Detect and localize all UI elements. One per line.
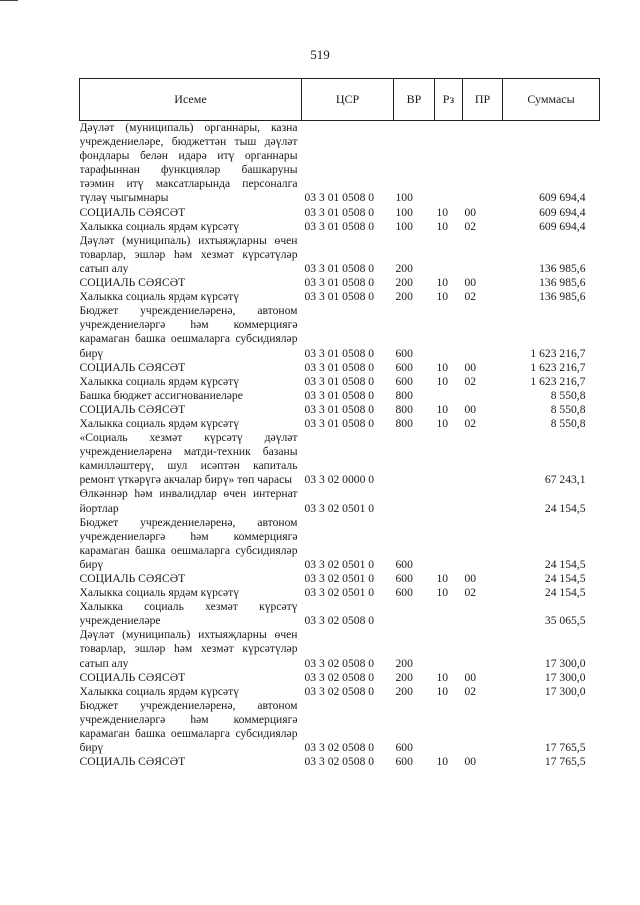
- table-row: [80, 572, 600, 586]
- cell-pr: [463, 516, 503, 572]
- cell-name: Халыкка социаль ярдәм күрсәтү: [79, 416, 240, 430]
- cell-sum: 17 300,0: [544, 684, 586, 698]
- table-row: [80, 403, 600, 417]
- cell-rz: [435, 600, 463, 628]
- table-row: [80, 671, 600, 685]
- cell-pr: [463, 628, 503, 670]
- cell-csr: 03 3 02 0508 0: [304, 670, 375, 684]
- cell-pr: 00: [464, 276, 477, 290]
- cell-sum: 35 065,5: [544, 614, 586, 628]
- cell-csr: 03 3 02 0000 0: [304, 473, 375, 487]
- cell-vr: 600: [395, 755, 413, 769]
- cell-vr: 100: [395, 205, 413, 219]
- cell-vr: 600: [395, 572, 413, 585]
- table-row: [80, 121, 600, 206]
- table-row: [80, 516, 600, 572]
- header-pr: ПР: [463, 79, 503, 121]
- cell-csr: 03 3 02 0501 0: [304, 557, 375, 571]
- cell-rz: 10: [436, 374, 449, 388]
- cell-sum: 136 985,6: [539, 276, 586, 290]
- table-row: [80, 220, 600, 234]
- cell-sum: 609 694,4: [539, 205, 586, 219]
- cell-csr: 03 3 01 0508 0: [304, 360, 375, 374]
- cell-sum: 17 765,5: [544, 741, 586, 755]
- cell-vr: 200: [395, 290, 413, 304]
- cell-rz: 10: [436, 290, 449, 304]
- page-number: 519: [310, 47, 330, 62]
- cell-vr: 100: [395, 191, 413, 205]
- cell-sum: 609 694,4: [539, 219, 586, 233]
- cell-rz: 10: [436, 416, 449, 430]
- cell-rz: 10: [436, 572, 449, 585]
- cell-sum: 17 765,5: [544, 755, 586, 769]
- cell-vr: 200: [395, 261, 413, 275]
- cell-vr: 200: [395, 670, 413, 684]
- cell-pr: 02: [464, 684, 477, 698]
- cell-vr: 600: [395, 374, 413, 388]
- cell-sum: 67 243,1: [544, 473, 586, 487]
- cell-sum: 24 154,5: [544, 586, 586, 600]
- table-row: [80, 206, 600, 220]
- cell-vr: 800: [395, 388, 413, 402]
- table-row: [80, 276, 600, 290]
- cell-rz: [435, 389, 463, 403]
- cell-pr: [463, 699, 503, 755]
- cell-vr: 600: [395, 346, 413, 360]
- cell-sum: 8 550,8: [550, 388, 586, 402]
- cell-name: Халыкка социаль ярдәм күрсәтү: [79, 684, 240, 698]
- table-row: [80, 628, 600, 670]
- cell-rz: 10: [436, 219, 449, 233]
- cell-vr: [394, 487, 435, 515]
- cell-name: Халыкка социаль ярдәм күрсәтү: [79, 290, 240, 304]
- cell-name: Өлкәннәр һәм инвалидлар өчен интернат йортлар: [79, 487, 298, 515]
- cell-vr: 600: [395, 557, 413, 571]
- header-csr: ЦСР: [302, 79, 394, 121]
- cell-pr: 02: [464, 416, 477, 430]
- cell-name: СОЦИАЛЬ СӘЯСӘТ: [79, 670, 186, 684]
- cell-pr: [463, 487, 503, 515]
- cell-name: Халыкка социаль ярдәм күрсәтү: [79, 586, 240, 600]
- cell-vr: 200: [395, 656, 413, 670]
- cell-rz: [435, 431, 463, 487]
- cell-name: Бюджет учреждениеләренә, автоном учреждениеләргә һәм коммерциягә карамаган башка оешмаларга субсидияләр бирү: [79, 304, 298, 360]
- cell-name: Халыкка социаль хезмәт күрсәтү учреждениеләре: [79, 600, 298, 628]
- cell-vr: 800: [395, 402, 413, 416]
- cell-name: Башка бюджет ассигнованиеләре: [79, 388, 243, 402]
- cell-pr: 00: [464, 670, 477, 684]
- cell-sum: 1 623 216,7: [530, 360, 586, 374]
- budget-table: [79, 78, 600, 769]
- cell-sum: 8 550,8: [550, 416, 586, 430]
- cell-rz: 10: [436, 586, 449, 600]
- table-header: [80, 79, 600, 121]
- scan-edge-mark: [0, 0, 18, 7]
- cell-csr: 03 3 02 0508 0: [304, 741, 375, 755]
- cell-pr: 00: [464, 360, 477, 374]
- cell-pr: 00: [464, 572, 477, 585]
- table-row: [80, 600, 600, 628]
- cell-csr: 03 3 01 0508 0: [304, 346, 375, 360]
- cell-csr: 03 3 02 0508 0: [304, 614, 375, 628]
- cell-pr: 00: [464, 402, 477, 416]
- cell-rz: 10: [436, 205, 449, 219]
- cell-rz: [435, 304, 463, 360]
- cell-vr: 600: [395, 586, 413, 600]
- cell-vr: [394, 431, 435, 487]
- cell-sum: 136 985,6: [539, 261, 586, 275]
- table-row: [80, 685, 600, 699]
- cell-sum: 17 300,0: [544, 656, 586, 670]
- cell-pr: [463, 389, 503, 403]
- cell-sum: 8 550,8: [550, 402, 586, 416]
- cell-csr: 03 3 01 0508 0: [304, 388, 375, 402]
- cell-sum: 24 154,5: [544, 557, 586, 571]
- cell-pr: 00: [464, 755, 477, 769]
- cell-sum: 17 300,0: [544, 670, 586, 684]
- header-rz: Рз: [435, 79, 463, 121]
- cell-csr: 03 3 01 0508 0: [304, 261, 375, 275]
- cell-sum: 24 154,5: [544, 572, 586, 585]
- cell-pr: [463, 600, 503, 628]
- cell-vr: 200: [395, 684, 413, 698]
- cell-sum: 1 623 216,7: [530, 346, 586, 360]
- table-row: [80, 290, 600, 304]
- cell-name: СОЦИАЛЬ СӘЯСӘТ: [79, 755, 186, 769]
- cell-name: СОЦИАЛЬ СӘЯСӘТ: [79, 402, 186, 416]
- table-row: [80, 699, 600, 755]
- cell-csr: 03 3 01 0508 0: [304, 402, 375, 416]
- cell-pr: [463, 121, 503, 206]
- cell-csr: 03 3 01 0508 0: [304, 416, 375, 430]
- cell-sum: 24 154,5: [544, 501, 586, 515]
- table-body: [80, 121, 600, 770]
- cell-csr: 03 3 02 0501 0: [304, 501, 375, 515]
- cell-pr: [463, 234, 503, 276]
- header-sum: Суммасы: [503, 79, 600, 121]
- cell-name: Халыкка социаль ярдәм күрсәтү: [79, 374, 240, 388]
- cell-name: Дәүләт (муниципаль) ихтыяҗларны өчен товарлар, эшләр һәм хезмәт күрсәтүләр сатып алу: [79, 628, 298, 670]
- cell-rz: 10: [436, 670, 449, 684]
- cell-rz: 10: [436, 684, 449, 698]
- table-row: [80, 361, 600, 375]
- cell-rz: [435, 699, 463, 755]
- table-row: [80, 431, 600, 487]
- table-row: [80, 586, 600, 600]
- cell-pr: 00: [464, 205, 477, 219]
- table-row: [80, 755, 600, 769]
- table-row: [80, 389, 600, 403]
- cell-name: Дәүләт (муниципаль) органнары, казна учреждениеләре, бюджеттән тыш дәүләт фондлары белән идарә итү органнары тарафыннан функцияләр башкаруны тәэмин итү максатларында персоналга түләү чыгымнары: [79, 121, 298, 205]
- cell-rz: 10: [436, 360, 449, 374]
- cell-csr: 03 3 02 0508 0: [304, 755, 375, 769]
- cell-name: СОЦИАЛЬ СӘЯСӘТ: [79, 360, 186, 374]
- cell-name: Халыкка социаль ярдәм күрсәтү: [79, 219, 240, 233]
- cell-vr: 100: [395, 219, 413, 233]
- cell-rz: [435, 516, 463, 572]
- cell-vr: 800: [395, 416, 413, 430]
- cell-pr: 02: [464, 374, 477, 388]
- cell-csr: 03 3 02 0508 0: [304, 656, 375, 670]
- table-row: [80, 375, 600, 389]
- cell-name: Бюджет учреждениеләренә, автоном учреждениеләргә һәм коммерциягә карамаган башка оешмаларга субсидияләр бирү: [79, 698, 298, 755]
- cell-rz: [435, 234, 463, 276]
- cell-rz: [435, 628, 463, 670]
- cell-rz: 10: [436, 755, 449, 769]
- cell-sum: 136 985,6: [539, 290, 586, 304]
- cell-name: Дәүләт (муниципаль) ихтыяҗларны өчен товарлар, эшләр һәм хезмәт күрсәтүләр сатып алу: [79, 233, 298, 275]
- cell-csr: 03 3 02 0501 0: [304, 586, 375, 600]
- cell-pr: 02: [464, 219, 477, 233]
- cell-rz: 10: [436, 276, 449, 290]
- cell-name: Бюджет учреждениеләренә, автоном учреждениеләргә һәм коммерциягә карамаган башка оешмаларга субсидияләр бирү: [79, 515, 298, 571]
- cell-vr: 600: [395, 360, 413, 374]
- cell-name: СОЦИАЛЬ СӘЯСӘТ: [79, 572, 186, 585]
- table-row: [80, 417, 600, 431]
- cell-csr: 03 3 01 0508 0: [304, 276, 375, 290]
- table-row: [80, 234, 600, 276]
- cell-rz: [435, 487, 463, 515]
- table-row: [80, 487, 600, 515]
- cell-pr: [463, 304, 503, 360]
- cell-name: СОЦИАЛЬ СӘЯСӘТ: [79, 276, 186, 290]
- cell-csr: 03 3 01 0508 0: [304, 205, 375, 219]
- cell-name: «Социаль хезмәт күрсәтү дәүләт учреждениеләренә матди-техник базаны камилләштерү, шул исәптән капиталь ремонт үткәрүгә акчалар бирү» төп чарасы: [79, 431, 298, 487]
- cell-sum: 609 694,4: [539, 191, 586, 205]
- cell-csr: 03 3 01 0508 0: [304, 191, 375, 205]
- cell-csr: 03 3 01 0508 0: [304, 290, 375, 304]
- cell-vr: [394, 600, 435, 628]
- cell-vr: 600: [395, 741, 413, 755]
- cell-csr: 03 3 01 0508 0: [304, 219, 375, 233]
- cell-rz: 10: [436, 402, 449, 416]
- cell-pr: [463, 431, 503, 487]
- cell-csr: 03 3 02 0508 0: [304, 684, 375, 698]
- cell-csr: 03 3 02 0501 0: [304, 572, 375, 585]
- cell-rz: [435, 121, 463, 206]
- header-name: Исеме: [80, 79, 302, 121]
- cell-name: СОЦИАЛЬ СӘЯСӘТ: [79, 205, 186, 219]
- cell-pr: 02: [464, 586, 477, 600]
- header-vr: ВР: [394, 79, 435, 121]
- table-row: [80, 304, 600, 360]
- cell-vr: 200: [395, 276, 413, 290]
- cell-csr: 03 3 01 0508 0: [304, 374, 375, 388]
- cell-sum: 1 623 216,7: [530, 374, 586, 388]
- cell-pr: 02: [464, 290, 477, 304]
